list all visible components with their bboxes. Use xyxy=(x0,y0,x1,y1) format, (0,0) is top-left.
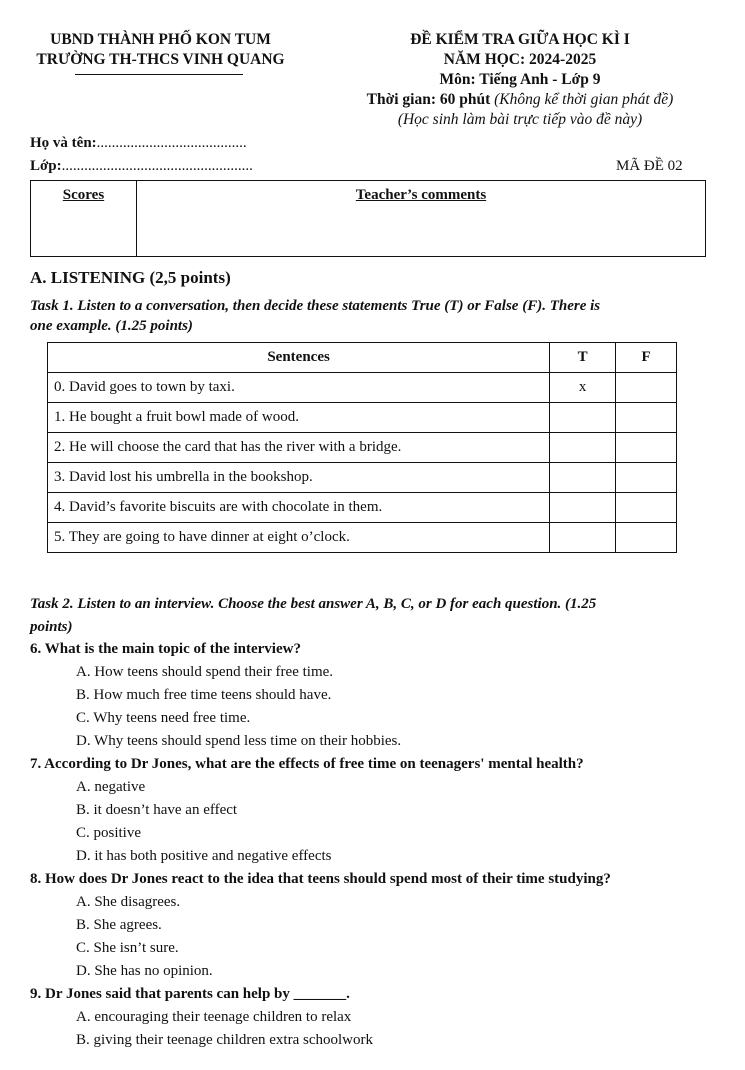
question-9: 9. Dr Jones said that parents can help by _______. xyxy=(30,986,350,1002)
teacher-comments-heading: Teacher’s comments xyxy=(355,187,487,203)
q8-option-b[interactable]: B. She agrees. xyxy=(76,917,162,933)
table-row xyxy=(48,403,677,433)
q6-option-c[interactable]: C. Why teens need free time. xyxy=(76,710,251,726)
school-year: NĂM HỌC: 2024-2025 xyxy=(443,51,597,68)
table-row xyxy=(48,493,677,523)
q6-option-d[interactable]: D. Why teens should spend less time on their hobbies. xyxy=(76,733,402,749)
true-cell[interactable] xyxy=(550,493,616,523)
q7-option-b[interactable]: B. it doesn’t have an effect xyxy=(76,802,238,818)
true-cell[interactable] xyxy=(550,433,616,463)
true-cell[interactable] xyxy=(550,403,616,433)
table-row xyxy=(48,373,677,403)
subject-line: Môn: Tiếng Anh - Lớp 9 xyxy=(439,71,601,88)
header-divider xyxy=(75,74,243,75)
name-line[interactable] xyxy=(30,135,247,152)
q9-option-b[interactable]: B. giving their teenage children extra schoolwork xyxy=(76,1032,373,1048)
q8-option-a[interactable]: A. She disagrees. xyxy=(76,894,181,910)
false-cell[interactable] xyxy=(616,493,677,523)
q9-option-a[interactable]: A. encouraging their teenage children to relax xyxy=(76,1009,352,1025)
name-label: Họ và tên: xyxy=(30,135,97,151)
false-cell[interactable] xyxy=(616,373,677,403)
header-false: F xyxy=(616,343,677,373)
exam-header xyxy=(345,30,695,130)
exam-title: ĐỀ KIỂM TRA GIỮA HỌC KÌ I xyxy=(410,31,630,48)
score-box xyxy=(30,180,706,257)
name-dots: ........................................ xyxy=(96,135,247,151)
false-cell[interactable] xyxy=(616,433,677,463)
q7-option-d[interactable]: D. it has both positive and negative effects xyxy=(76,848,332,864)
true-false-table xyxy=(47,342,677,553)
q7-option-c[interactable]: C. positive xyxy=(76,825,142,841)
false-cell[interactable] xyxy=(616,463,677,493)
table-header-row xyxy=(48,343,677,373)
sentence-cell: 5. They are going to have dinner at eight o’clock. xyxy=(48,523,550,553)
table-row xyxy=(48,433,677,463)
task2-instruction-line2: points) xyxy=(30,619,73,635)
sentence-cell: 3. David lost his umbrella in the bookshop. xyxy=(48,463,550,493)
true-cell[interactable]: x xyxy=(550,373,616,403)
false-cell[interactable] xyxy=(616,523,677,553)
sentence-cell: 1. He bought a fruit bowl made of wood. xyxy=(48,403,550,433)
q8-option-d[interactable]: D. She has no opinion. xyxy=(76,963,213,979)
q6-option-b[interactable]: B. How much free time teens should have. xyxy=(76,687,332,703)
false-cell[interactable] xyxy=(616,403,677,433)
task1-instruction-line1: Task 1. Listen to a conversation, then decide these statements True (T) or False (F). There is xyxy=(30,298,601,314)
time-line xyxy=(345,90,695,110)
authority-name: UBND THÀNH PHỐ KON TUM xyxy=(50,31,271,48)
sentence-cell: 4. David’s favorite biscuits are with chocolate in them. xyxy=(48,493,550,523)
question-8: 8. How does Dr Jones react to the idea that teens should spend most of their time studying? xyxy=(30,871,611,887)
time-note: (Không kể thời gian phát đề) xyxy=(494,91,674,108)
q7-option-a[interactable]: A. negative xyxy=(76,779,146,795)
q6-option-a[interactable]: A. How teens should spend their free time. xyxy=(76,664,334,680)
section-a-title: A. LISTENING (2,5 points) xyxy=(30,268,231,287)
sentence-cell: 2. He will choose the card that has the river with a bridge. xyxy=(48,433,550,463)
school-name: TRƯỜNG TH-THCS VINH QUANG xyxy=(36,51,285,68)
task2-instruction-line1: Task 2. Listen to an interview. Choose the best answer A, B, C, or D for each question. (1.25 xyxy=(30,596,597,612)
table-row xyxy=(48,463,677,493)
class-dots: ................................................... xyxy=(61,158,253,174)
question-6: 6. What is the main topic of the interview? xyxy=(30,641,301,657)
exam-instruction: (Học sinh làm bài trực tiếp vào đề này) xyxy=(397,111,643,128)
table-row xyxy=(48,523,677,553)
school-header xyxy=(18,30,303,70)
header-sentences: Sentences xyxy=(48,343,550,373)
class-line[interactable] xyxy=(30,158,253,175)
scores-heading: Scores xyxy=(62,187,105,203)
class-label: Lớp: xyxy=(30,158,62,174)
exam-code: MÃ ĐỀ 02 xyxy=(616,158,683,174)
sentence-cell: 0. David goes to town by taxi. xyxy=(48,373,550,403)
header-true: T xyxy=(550,343,616,373)
true-cell[interactable] xyxy=(550,523,616,553)
question-7: 7. According to Dr Jones, what are the effects of free time on teenagers' mental health? xyxy=(30,756,584,772)
task1-instruction-line2: one example. (1.25 points) xyxy=(30,318,193,334)
time-label: Thời gian: 60 phút xyxy=(366,91,491,108)
true-cell[interactable] xyxy=(550,463,616,493)
q8-option-c[interactable]: C. She isn’t sure. xyxy=(76,940,179,956)
